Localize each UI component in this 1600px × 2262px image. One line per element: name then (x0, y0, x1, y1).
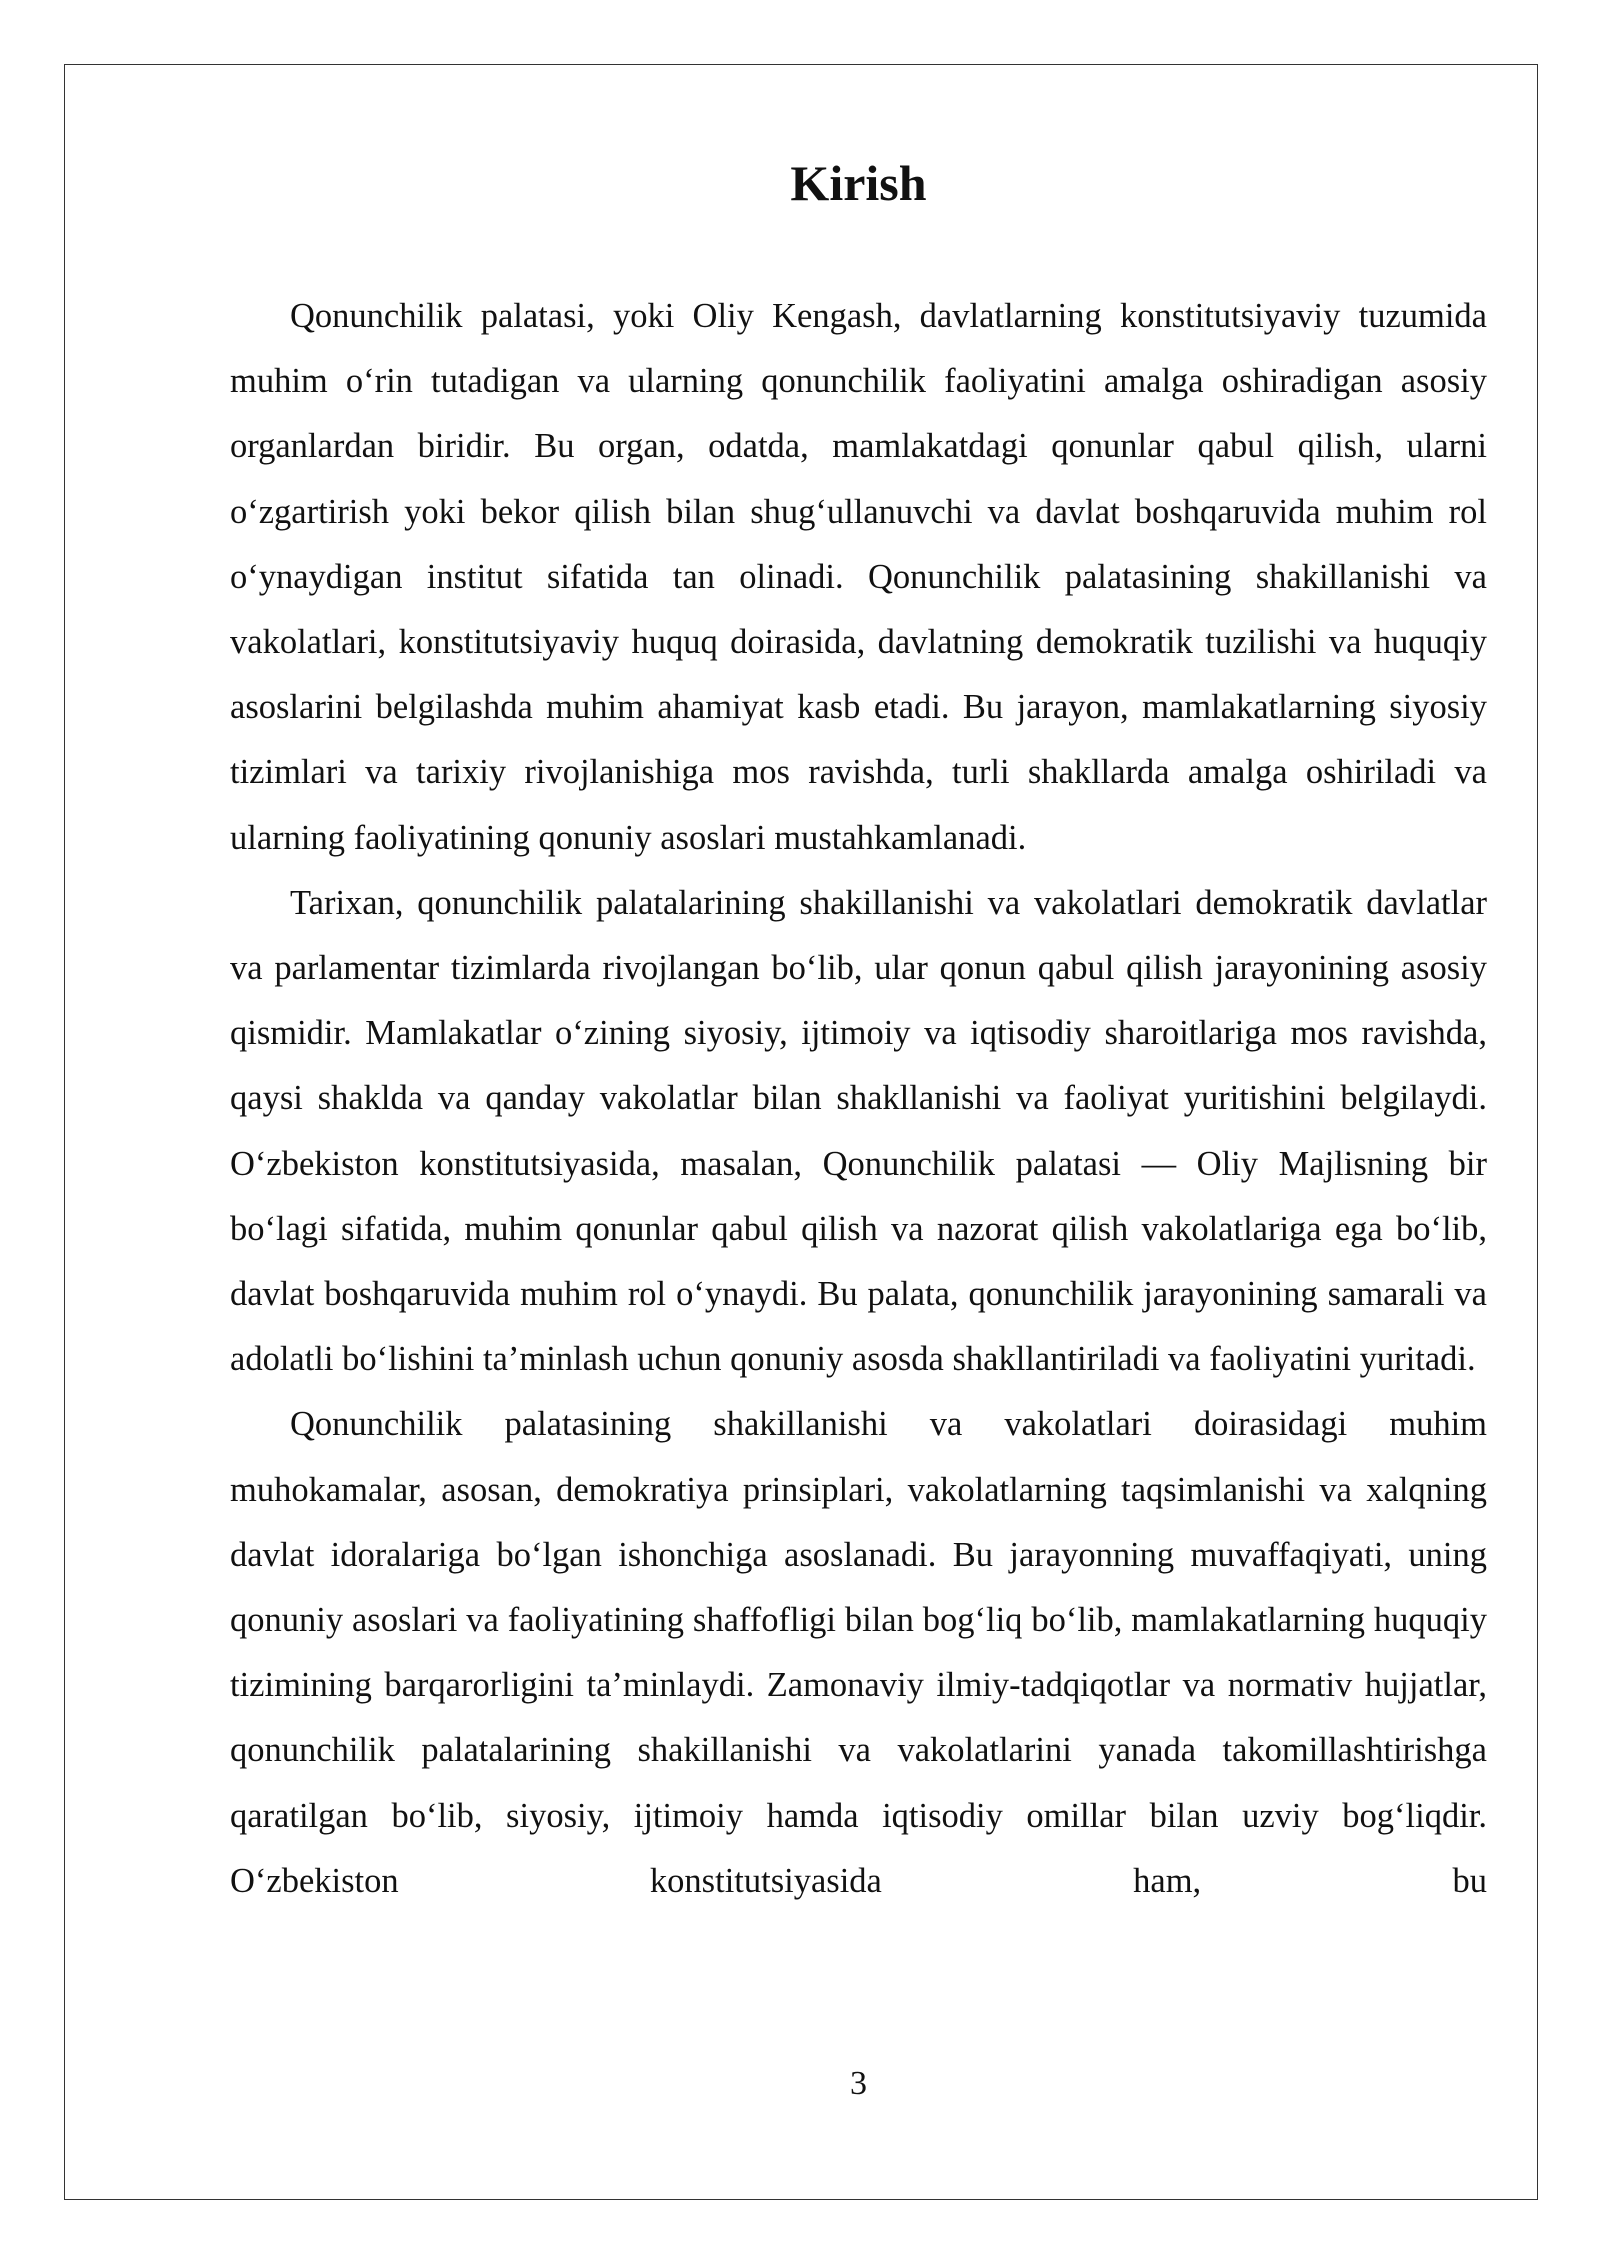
paragraph-1: Qonunchilik palatasi, yoki Oliy Kengash, davlatlarning konstitutsiyaviy tuzumida muhim o‘rin tutadigan va ularning qonunchilik faoliyatini amalga oshiradigan asosiy organlardan biridir. Bu organ, odatda, mamlakatdagi qonunlar qabul qilish, ularni o‘zgartirish yoki bekor qilish bilan shug‘ullanuvchi va davlat boshqaruvida muhim rol o‘ynaydigan institut sifatida tan olinadi. Qonunchilik palatasining shakillanishi va vakolatlari, konstitutsiyaviy huquq doirasida, davlatning demokratik tuzilishi va huquqiy asoslarini belgilashda muhim ahamiyat kasb etadi. Bu jarayon, mamlakatlarning siyosiy tizimlari va tarixiy rivojlanishiga mos ravishda, turli shakllarda amalga oshiriladi va ularning faoliyatining qonuniy asoslari mustahkamlanadi. (230, 297, 1487, 857)
paragraph-3: Qonunchilik palatasining shakillanishi va vakolatlari doirasidagi muhim muhokamalar, asosan, demokratiya prinsiplari, vakolatlarning taqsimlanishi va xalqning davlat idoralariga bo‘lgan ishonchiga asoslanadi. Bu jarayonning muvaffaqiyati, uning qonuniy asoslari va faoliyatining shaffofligi bilan bog‘liq bo‘lib, mamlakatlarning huquqiy tizimining barqarorligini ta’minlaydi. Zamonaviy ilmiy-tadqiqotlar va normativ hujjatlar, qonunchilik palatalarining shakillanishi va vakolatlarini yanada takomillashtirishga qaratilgan bo‘lib, siyosiy, ijtimoiy hamda iqtisodiy omillar bilan uzviy bog‘liqdir. O‘zbekiston konstitutsiyasida ham, bu (230, 1405, 1487, 1900)
page-number: 3 (850, 2065, 867, 2102)
paragraph-2: Tarixan, qonunchilik palatalarining shakillanishi va vakolatlari demokratik davlatlar va parlamentar tizimlarda rivojlangan bo‘lib, ular qonun qabul qilish jarayonining asosiy qismidir. Mamlakatlar o‘zining siyosiy, ijtimoiy va iqtisodiy sharoitlariga mos ravishda, qaysi shaklda va qanday vakolatlar bilan shakllanishi va faoliyat yuritishini belgilaydi. O‘zbekiston konstitutsiyasida, masalan, Qonunchilik palatasi — Oliy Majlisning bir bo‘lagi sifatida, muhim qonunlar qabul qilish va nazorat qilish vakolatlariga ega bo‘lib, davlat boshqaruvida muhim rol o‘ynaydi. Bu palata, qonunchilik jarayonining samarali va adolatli bo‘lishini ta’minlash uchun qonuniy asosda shakllantiriladi va faoliyatini yuritadi. (230, 883, 1487, 1379)
document-body (230, 284, 1487, 1914)
page-title: Kirish (790, 155, 927, 211)
